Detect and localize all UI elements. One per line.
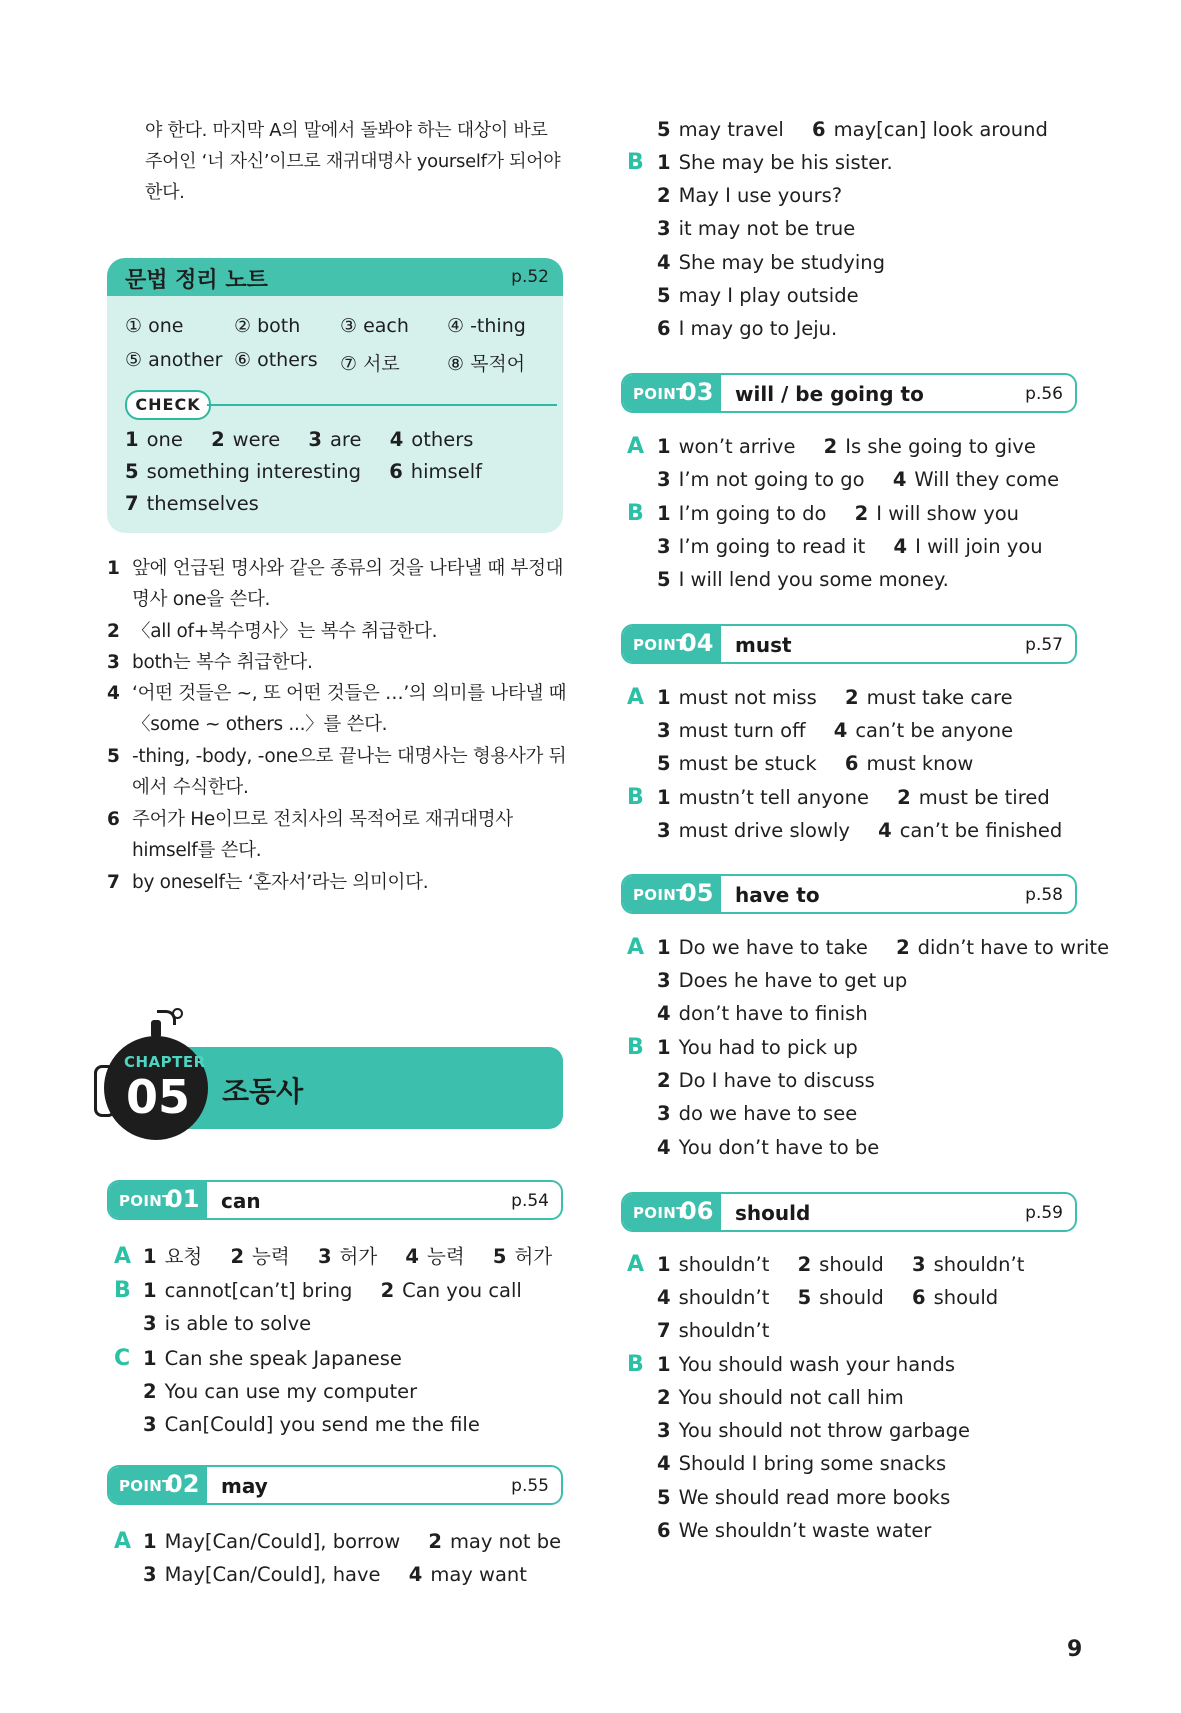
point-tag: POINT 01 [109, 1182, 207, 1218]
chapter-number: 05 [126, 1070, 191, 1124]
point-page: p.55 [511, 1476, 549, 1496]
point-page: p.59 [1025, 1203, 1063, 1223]
point-05-header [621, 874, 1077, 914]
explanation-2: 2 〈all of+복수명사〉는 복수 취급한다. [107, 621, 438, 642]
explanation-7: 7 by oneself는 ‘혼자서’라는 의미이다. [107, 872, 429, 893]
section-label-b: B [627, 785, 644, 810]
answer-line: 7 shouldn’t [657, 1319, 770, 1342]
point-tag: POINT 06 [623, 1194, 721, 1230]
point-tag: POINT 03 [623, 375, 721, 411]
answer-line: 5 may I play outside [657, 284, 859, 307]
explanation-5: 5 -thing, -body, -one으로 끝나는 대명사는 형용사가 뒤에서 수식한다. [107, 746, 567, 798]
section-label-a: A [114, 1244, 132, 1269]
answer-line: 1 You had to pick up [657, 1036, 858, 1059]
point-page: p.58 [1025, 885, 1063, 905]
note-item: ④ -thing [447, 315, 526, 337]
point-03-header [621, 373, 1077, 413]
answer-line: 5 I will lend you some money. [657, 568, 949, 591]
note-item: ⑥ others [234, 349, 318, 371]
answer-line: 1 Can she speak Japanese [143, 1347, 402, 1370]
answer-line: 2 May I use yours? [657, 184, 843, 207]
point-topic: can [221, 1189, 261, 1213]
answer-line: 4 shouldn’t 5 should 6 should [657, 1286, 999, 1309]
point-topic: may [221, 1474, 268, 1498]
explanation-1: 1 앞에 언급된 명사와 같은 종류의 것을 나타낼 때 부정대명사 one을 쓴다. [107, 558, 564, 610]
section-label-b: B [627, 1035, 644, 1060]
point-topic: will / be going to [735, 382, 924, 406]
point-topic: should [735, 1201, 811, 1225]
answer-line: 3 must drive slowly 4 can’t be finished [657, 819, 1063, 842]
grammar-note-box [107, 258, 563, 533]
answer-line: 3 May[Can/Could], have 4 may want [143, 1563, 527, 1586]
answer-line: 5 must be stuck 6 must know [657, 752, 974, 775]
check-line-3: 7 themselves [125, 492, 259, 515]
answer-line: 5 We should read more books [657, 1486, 951, 1509]
answer-line: 4 Should I bring some snacks [657, 1452, 947, 1475]
point-tag: POINT 04 [623, 626, 721, 662]
answer-line: 1 요청 2 능력 3 허가 4 능력 5 허가 [143, 1245, 553, 1268]
answer-line: 4 You don’t have to be [657, 1136, 880, 1159]
point-04-header [621, 624, 1077, 664]
answer-line: 2 You can use my computer [143, 1380, 418, 1403]
section-label-b: B [114, 1278, 131, 1303]
note-item: ⑤ another [125, 349, 223, 371]
point-01-header [107, 1180, 563, 1220]
answer-line: 3 You should not throw garbage [657, 1419, 971, 1442]
point-tag: POINT 02 [109, 1467, 207, 1503]
point-page: p.54 [511, 1191, 549, 1211]
grammar-note-title: 문법 정리 노트 [125, 268, 268, 293]
answer-line: 1 I’m going to do 2 I will show you [657, 502, 1020, 525]
answer-line: 1 mustn’t tell anyone 2 must be tired [657, 786, 1050, 809]
answer-line: 1 must not miss 2 must take care [657, 686, 1013, 709]
answer-line: 1 cannot[can’t] bring 2 Can you call [143, 1279, 522, 1302]
explanation-6: 6 주어가 He이므로 전치사의 목적어로 재귀대명사 himself를 쓴다. [107, 809, 513, 861]
answer-line: 1 She may be his sister. [657, 151, 893, 174]
check-line-2: 5 something interesting 6 himself [125, 460, 482, 483]
check-label: CHECK [125, 390, 211, 420]
answer-line: 1 You should wash your hands [657, 1353, 956, 1376]
point-06-header [621, 1192, 1077, 1232]
section-label-a: A [627, 434, 645, 459]
answer-line: 3 I’m going to read it 4 I will join you [657, 535, 1043, 558]
answer-line: 3 Can[Could] you send me the file [143, 1413, 480, 1436]
section-label-a: A [627, 685, 645, 710]
note-item: ⑦ 서로 [340, 353, 400, 375]
answer-line: 3 is able to solve [143, 1312, 312, 1335]
answer-line: 3 it may not be true [657, 217, 856, 240]
chapter-word: CHAPTER [124, 1053, 206, 1071]
answer-line: 1 Do we have to take 2 didn’t have to write [657, 936, 1110, 959]
section-label-c: C [114, 1346, 131, 1371]
answer-line: 4 don’t have to finish [657, 1002, 868, 1025]
section-label-a: A [114, 1529, 132, 1554]
answer-line: 3 must turn off 4 can’t be anyone [657, 719, 1014, 742]
answer-line: 4 She may be studying [657, 251, 886, 274]
answer-line: 1 shouldn’t 2 should 3 shouldn’t [657, 1253, 1025, 1276]
section-label-b: B [627, 501, 644, 526]
explanation-3: 3 both는 복수 취급한다. [107, 652, 313, 673]
check-divider [207, 404, 557, 406]
section-label-b: B [627, 1352, 644, 1377]
answer-line: 2 Do I have to discuss [657, 1069, 875, 1092]
point-02-header [107, 1465, 563, 1505]
answer-line: 1 May[Can/Could], borrow 2 may not be [143, 1530, 562, 1553]
section-label-a: A [627, 1252, 645, 1277]
answer-line: 1 won’t arrive 2 Is she going to give [657, 435, 1036, 458]
page-number: 9 [1067, 1637, 1083, 1662]
point-topic: must [735, 633, 792, 657]
intro-paragraph: 야 한다. 마지막 A의 말에서 돌봐야 하는 대상이 바로 주어인 ‘너 자신’이므로 재귀대명사 yourself가 되어야 한다. [145, 120, 561, 203]
grammar-note-page: p.52 [511, 267, 549, 287]
check-line-1: 1 one 2 were 3 are 4 others [125, 428, 474, 451]
note-item: ⑧ 목적어 [447, 353, 526, 375]
point-topic: have to [735, 883, 820, 907]
answer-line: 6 I may go to Jeju. [657, 317, 838, 340]
answer-line: 6 We shouldn’t waste water [657, 1519, 932, 1542]
point-page: p.57 [1025, 635, 1063, 655]
chapter-bomb-spark [172, 1008, 183, 1019]
answer-line: 3 do we have to see [657, 1102, 858, 1125]
explanation-4: 4 ‘어떤 것들은 ~, 또 어떤 것들은 …’의 의미를 나타낼 때 〈some ~ others ...〉를 쓴다. [107, 683, 567, 735]
answer-line: 2 You should not call him [657, 1386, 904, 1409]
section-label-a: A [627, 935, 645, 960]
note-item: ② both [234, 315, 301, 337]
answer-line: 5 may travel 6 may[can] look around [657, 118, 1048, 141]
chapter-title: 조동사 [222, 1075, 304, 1108]
point-page: p.56 [1025, 384, 1063, 404]
point-tag: POINT 05 [623, 876, 721, 912]
note-item: ③ each [340, 315, 409, 337]
answer-line: 3 I’m not going to go 4 Will they come [657, 468, 1060, 491]
grammar-note-header [107, 258, 563, 296]
answer-line: 3 Does he have to get up [657, 969, 908, 992]
section-label-b: B [627, 150, 644, 175]
note-item: ① one [125, 315, 184, 337]
